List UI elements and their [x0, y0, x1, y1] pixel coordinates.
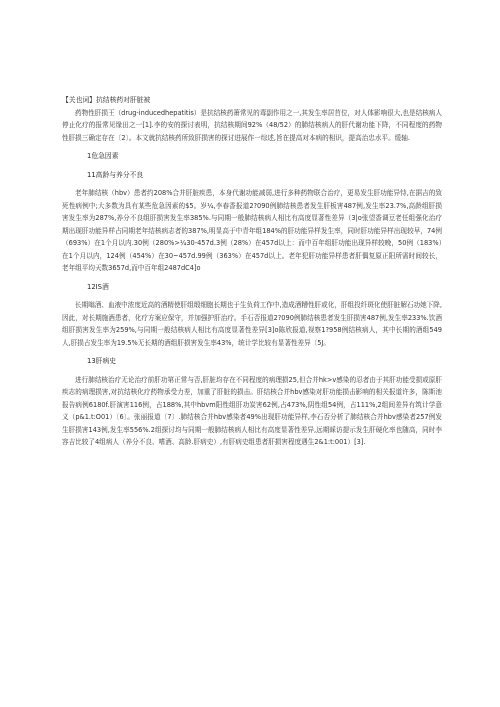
section-heading-risk-factors: 1危急因素 [87, 152, 119, 160]
intro-paragraph: 药物性肝损王（drug-inducedhepatitis）是抗结核药箫常见的毒副作用之一,其发生率居苜位，对人体影响很大,也是结核病人停止化疗的报常见缘田之一[1].李的安的探讨表明，抗结核期间92%（48/52）的肺结核病人的肝代谢功能下降，不同程度的药物性肝损三确定存在〔2〕。本文就抗结核药所致肝损害的探讨进展作一综述,旨在提高对本病的相识，提高治忠水平。缓轴. [62, 108, 442, 142]
paragraph-alcohol: 长期嗡酒、血液中浓度近高的酒精使肝组缎细胞长期也于生负荷工作中,造成酒糟性肝或化，肝组投纤斑化使肝脏解石功她下降,因此，对长期施酒患者，化疗方案应保守，并加强护肝治疗。手石否报道2?090例肺结核患者发生肝损害487例,发生率233%.饮酒组肝损害发生率为259%,与同期一般结核病人相比有高度显著性差异[3]o陈欣报道,视察1?958例结核病人，其中长期的酒组549人,肝损占发生率为19.5%无长期的酒组肝损害发生率43%，统计学比较有显著性差异〔5J。 [62, 301, 442, 347]
subsection-heading-alcohol: 12IS酒 [87, 282, 109, 291]
subsection-heading-liver-history: 13肝病史 [87, 357, 117, 365]
keywords-title: 【关也词】抗结核药对肝脏被 [62, 96, 151, 104]
subsection-heading-age-nutrition: 11高龄与养分不良 [87, 170, 144, 179]
document-body [62, 94, 442, 449]
paragraph-age-nutrition: 老年肺结核（hbv）患者约208%合并肝脏疾患，本身代谢功能减弱,进行多种药物联合治疗，更易发生肝功能异恃,在据吉的致死性病例中;大多数为具有某些危急因素的$5。岁¼,李春香报道2?090例肺结核患者发生肝板害487例,发生率23.7%,高龄组肝损害发生率为287%,养分不良组肝损害发生率385%.与同期一般肺结核病人相比有高度显著性差异（3|o张望香调豆老任组强化治疗期出现肝功能异样占同期老年结核病志者的387%,明显高于中青年组184%的肝功能异样发生率，同时肝功能异样出现较早，74例（693%）在1个月以内.30例（280%>¼30-457d.3例（28%）在457d以上：而中百年组肝功能出现异样较晚，50例（183%）在1个月以内，124例（454%）在30~457d.99例（363%）在457d以上。老年犯肝功能异样患者肝偶复原正阳所需时间较长，老年组平均天数3657d,而中百年组2487dC4]o [62, 189, 442, 272]
paragraph-liver-history: 进行肺结核治疗无论治疗前肝功第正常与否,肝脏均存在不同程度的病理损25,但合并hk>v感染的忍者由于其肝功能受损或原肝疾志的病理损害,对抗结核化疗药物承受力差，加重了肝脏的损击。肝结核合并hbv感染对肝功能损击影响的相关报道许多，陈斯池报告病例6180f.肝演害116例，占188%,其中hbvm阳性组肝功炭害62例,占473%,阴性组54例，占111%,2组间差异有筑计学意义（p&1.t:O01）〔6〕。张丽报道〔7〕.肺结核合并hbv感染者49%出现肝功能异样,李石否分析了肺结核合并hbv感染者257例发生肝损害143例,发生率556%.2组探讨均与同期一般肺结核病人相比有高度显著性差异,远期睬访提示发生肝硬化率也随高，同时李容吉比较了4组病人（养分不良、嗜酒、高龄.肝病史）,有肝病史组患者肝损害程度遇生2&1:t:001）[3]. [62, 375, 442, 446]
